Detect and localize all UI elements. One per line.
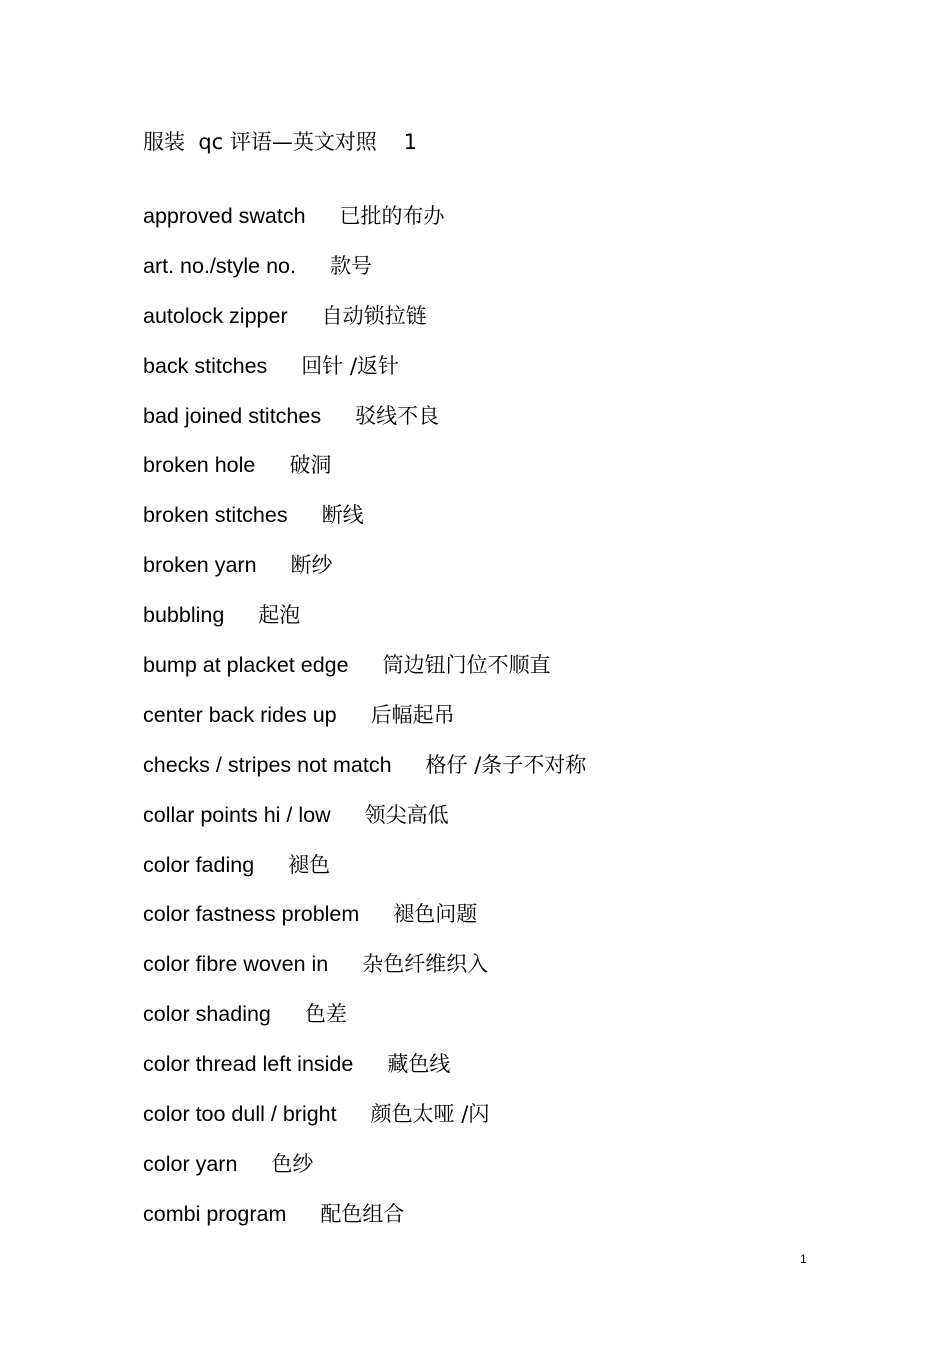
english-term: broken yarn [143,553,257,578]
glossary-entry [143,1048,586,1098]
english-term: broken stitches [143,503,288,528]
glossary-entry [143,250,586,300]
glossary-entry [143,449,586,499]
chinese-translation: 褪色 [288,852,331,877]
english-term: color fastness problem [143,902,360,927]
english-term: broken hole [143,453,256,478]
glossary-entry [143,998,586,1048]
english-term: color yarn [143,1151,238,1176]
english-term: approved swatch [143,204,306,228]
english-term: color thread left inside [143,1052,354,1077]
glossary-entry [143,649,586,699]
english-term: combi program [143,1201,287,1226]
english-term: autolock zipper [143,303,288,328]
chinese-translation: 筒边钮门位不顺直 [382,653,551,678]
chinese-translation: 款号 [329,253,372,278]
chinese-translation: 起泡 [258,603,301,628]
glossary-entry [143,300,586,350]
chinese-translation: 破洞 [289,453,332,478]
english-term: back stitches [143,353,268,378]
chinese-translation: 回针 /返针 [301,353,400,378]
page-number: 1 [800,1252,807,1266]
glossary-entry [143,1148,586,1198]
chinese-translation: 褪色问题 [393,902,478,927]
chinese-translation: 格仔 /条子不对称 [425,752,587,777]
english-term: color fading [143,852,255,877]
chinese-translation: 杂色纤维织入 [362,952,489,977]
english-term: checks / stripes not match [143,752,392,777]
glossary-list [143,200,586,1248]
chinese-translation: 后幅起吊 [370,702,455,727]
english-term: bump at placket edge [143,653,349,678]
chinese-translation: 自动锁拉链 [321,303,427,328]
glossary-entry [143,499,586,549]
glossary-entry [143,898,586,948]
glossary-entry [143,599,586,649]
chinese-translation: 驳线不良 [355,403,440,428]
chinese-translation: 色纱 [271,1151,314,1176]
english-term: bubbling [143,603,225,628]
english-term: collar points hi / low [143,802,331,827]
glossary-entry [143,200,586,250]
page-title: 服装 qc 评语—英文对照 1 [143,130,417,154]
english-term: art. no./style no. [143,253,296,278]
chinese-translation: 颜色太哑 /闪 [370,1102,490,1127]
glossary-entry [143,350,586,400]
glossary-entry [143,549,586,599]
chinese-translation: 已批的布办 [339,204,445,228]
glossary-entry [143,799,586,849]
glossary-entry [143,849,586,899]
chinese-translation: 配色组合 [320,1201,405,1226]
chinese-translation: 色差 [304,1002,347,1027]
english-term: color too dull / bright [143,1102,337,1127]
english-term: color shading [143,1002,271,1027]
chinese-translation: 领尖高低 [364,802,449,827]
glossary-entry [143,1198,586,1248]
english-term: color fibre woven in [143,952,329,977]
chinese-translation: 藏色线 [387,1052,451,1077]
glossary-entry [143,749,586,799]
english-term: bad joined stitches [143,403,322,428]
glossary-entry [143,948,586,998]
chinese-translation: 断纱 [290,553,333,578]
english-term: center back rides up [143,702,337,727]
chinese-translation: 断线 [321,503,364,528]
glossary-entry [143,400,586,450]
glossary-entry [143,699,586,749]
glossary-entry [143,1098,586,1148]
